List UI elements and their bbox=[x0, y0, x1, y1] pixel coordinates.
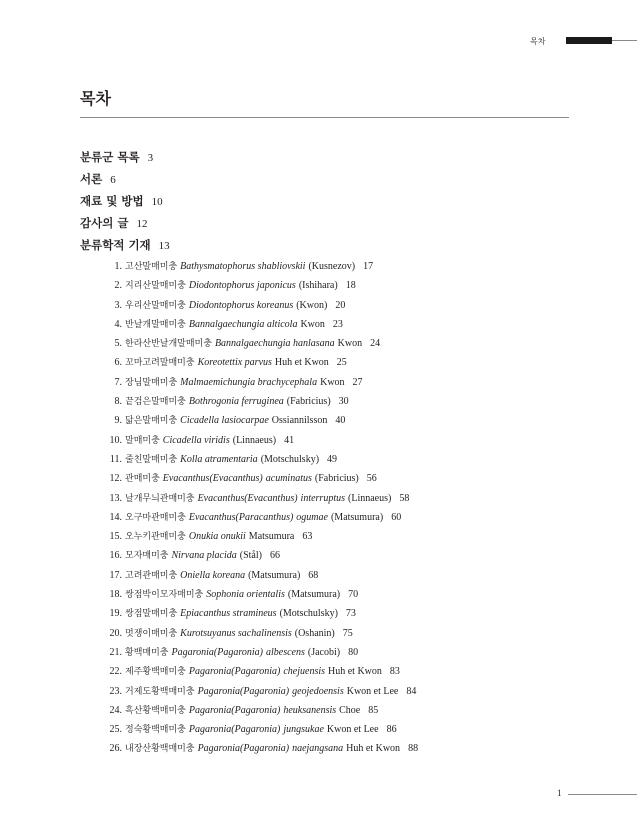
toc-entry-row bbox=[80, 585, 600, 604]
entry-korean-name: 지리산말매미충 bbox=[125, 281, 186, 292]
entry-page: 73 bbox=[345, 608, 356, 620]
entry-scientific-name: Pagaronia bbox=[171, 646, 214, 658]
entry-page: 75 bbox=[342, 627, 353, 639]
entry-scientific-name: Pagaronia bbox=[188, 704, 232, 716]
section-title: 감사의 글 bbox=[80, 216, 129, 230]
toc-entry-row bbox=[80, 643, 600, 662]
entry-author: (Matsumura) bbox=[330, 511, 384, 523]
entry-korean-name: 정숙황백매미충 bbox=[125, 725, 186, 736]
toc-entry-row bbox=[80, 682, 600, 701]
toc-entry-row bbox=[80, 450, 600, 469]
entry-author: (Matsumura) bbox=[248, 569, 301, 581]
entry-page: 18 bbox=[345, 280, 356, 292]
running-head: 목차 bbox=[530, 37, 546, 46]
entry-number: 22. bbox=[109, 666, 122, 678]
entry-number: 10. bbox=[109, 434, 122, 446]
entry-korean-name: 멋쟁이매미충 bbox=[125, 628, 178, 639]
toc-entry-row bbox=[80, 469, 600, 488]
entry-page: 66 bbox=[269, 550, 280, 562]
entry-korean-name: 고산말매미충 bbox=[125, 262, 178, 272]
toc-entry-row bbox=[80, 296, 600, 315]
entry-korean-name: 오누키관매미충 bbox=[125, 532, 186, 543]
entry-subgenus: (Evacanthus) bbox=[209, 473, 263, 485]
entry-page: 85 bbox=[368, 704, 379, 716]
entry-author: Kwon et Lee bbox=[326, 724, 379, 736]
entry-scientific-name: Bathysmatophorus shabliovskii bbox=[180, 261, 306, 272]
entry-species-epithet: interruptus bbox=[300, 492, 345, 504]
entry-page: 24 bbox=[370, 338, 381, 350]
entry-page: 88 bbox=[408, 743, 419, 755]
toc-entry-row bbox=[80, 411, 600, 430]
entry-korean-name: 쌍점말매미충 bbox=[125, 609, 178, 620]
entry-author: Choe bbox=[339, 704, 361, 716]
entry-number: 24. bbox=[109, 704, 122, 716]
toc-entry-row bbox=[80, 334, 600, 353]
entry-scientific-name: Pagaronia bbox=[188, 666, 232, 678]
entry-page: 25 bbox=[336, 357, 347, 369]
entry-scientific-name: Sophonia orientalis bbox=[206, 589, 285, 601]
entry-page: 84 bbox=[406, 685, 417, 697]
entry-scientific-name: Onukia onukii bbox=[188, 531, 246, 543]
toc-entry-row bbox=[80, 315, 600, 334]
entry-author: Ossiannilsson bbox=[271, 415, 328, 427]
entry-author: (Kwon) bbox=[296, 299, 328, 311]
entry-number: 11. bbox=[109, 453, 122, 465]
entry-author: Kwon et Lee bbox=[346, 685, 399, 697]
toc-entries bbox=[80, 257, 600, 759]
entry-number: 15. bbox=[109, 531, 122, 543]
entry-page: 49 bbox=[327, 453, 338, 465]
entry-number: 14. bbox=[109, 511, 122, 523]
entry-subgenus: (Evacanthus) bbox=[244, 492, 298, 504]
entry-number: 6. bbox=[114, 357, 122, 369]
entry-korean-name: 거제도황백매미충 bbox=[125, 686, 195, 697]
entry-page: 86 bbox=[386, 724, 397, 736]
toc-entry-row bbox=[80, 353, 600, 372]
entry-scientific-name: Nirvana placida bbox=[171, 550, 237, 562]
entry-korean-name: 말매미충 bbox=[125, 435, 160, 446]
page-title: 목차 bbox=[80, 89, 111, 108]
entry-number: 23. bbox=[109, 685, 122, 697]
toc-entry-row bbox=[80, 566, 600, 585]
section-title: 서론 bbox=[80, 172, 103, 186]
table-of-contents bbox=[80, 147, 600, 759]
toc-entry-row bbox=[80, 392, 600, 411]
entry-korean-name: 관매미충 bbox=[125, 474, 160, 485]
entry-number: 7. bbox=[114, 376, 122, 388]
entry-author: Kwon bbox=[337, 338, 363, 350]
entry-page: 58 bbox=[399, 492, 410, 504]
entry-number: 1. bbox=[114, 261, 122, 272]
entry-korean-name: 흑산황백매미충 bbox=[125, 705, 186, 716]
section-page: 6 bbox=[110, 174, 116, 186]
entry-korean-name: 한라산반날개말매미충 bbox=[125, 339, 212, 350]
section-title: 분류학적 기재 bbox=[80, 238, 151, 252]
entry-page: 70 bbox=[348, 589, 359, 601]
entry-scientific-name: Diodontophorus japonicus bbox=[188, 280, 296, 292]
toc-entry-row bbox=[80, 662, 600, 681]
entry-scientific-name: Pagaronia bbox=[197, 685, 240, 697]
entry-number: 18. bbox=[109, 589, 122, 601]
toc-section-row bbox=[80, 147, 600, 169]
entry-korean-name: 닯은말매미충 bbox=[125, 416, 178, 427]
entry-korean-name: 고려관매미충 bbox=[125, 570, 178, 581]
section-page: 10 bbox=[151, 196, 163, 208]
entry-number: 13. bbox=[109, 492, 122, 504]
entry-species-epithet: naejangsana bbox=[292, 743, 344, 755]
toc-entry-row bbox=[80, 257, 600, 276]
entry-scientific-name: Malmaemichungia brachycephala bbox=[180, 376, 318, 388]
entry-scientific-name: Pagaronia bbox=[197, 743, 240, 755]
entry-korean-name: 줄친말매미충 bbox=[125, 454, 178, 465]
section-page: 3 bbox=[147, 152, 154, 164]
folio-rule bbox=[568, 794, 637, 795]
entry-subgenus: (Pagaronia) bbox=[213, 646, 263, 658]
entry-page: 63 bbox=[302, 531, 313, 543]
entry-page: 40 bbox=[335, 415, 346, 427]
entry-author: (Jacobi) bbox=[307, 646, 341, 658]
entry-species-epithet: jungsukae bbox=[283, 724, 324, 736]
toc-entry-row bbox=[80, 604, 600, 623]
entry-scientific-name: Evacanthus bbox=[162, 473, 210, 485]
entry-scientific-name: Cicadella viridis bbox=[162, 434, 230, 446]
entry-number: 9. bbox=[114, 415, 122, 427]
toc-section-row bbox=[80, 169, 600, 191]
entry-korean-name: 오구마관매미충 bbox=[125, 512, 186, 523]
entry-number: 12. bbox=[109, 473, 122, 485]
entry-author: (Kusnezov) bbox=[308, 261, 356, 272]
entry-scientific-name: Kurotsuyanus sachalinensis bbox=[180, 627, 292, 639]
entry-korean-name: 장님말매미충 bbox=[125, 377, 178, 388]
entry-page: 30 bbox=[338, 396, 349, 408]
entry-number: 20. bbox=[109, 627, 122, 639]
entry-species-epithet: ogumae bbox=[296, 511, 328, 523]
entry-subgenus: (Pagaronia) bbox=[231, 704, 281, 716]
entry-scientific-name: Evacanthus bbox=[197, 492, 245, 504]
entry-korean-name: 우리산말매미충 bbox=[125, 300, 186, 311]
entry-species-epithet: geojedoensis bbox=[292, 685, 344, 697]
entry-author: Huh et Kwon bbox=[274, 357, 329, 369]
entry-korean-name: 쌍점박이모자매미충 bbox=[125, 590, 204, 601]
entry-number: 4. bbox=[114, 318, 122, 330]
page-number: 1 bbox=[557, 788, 562, 798]
entry-species-epithet: heuksanensis bbox=[283, 704, 337, 716]
toc-entry-row bbox=[80, 720, 600, 739]
toc-entry-row bbox=[80, 624, 600, 643]
entry-number: 26. bbox=[109, 743, 122, 755]
entry-scientific-name: Bannalgaechungia hanlasana bbox=[214, 338, 335, 350]
entry-korean-name: 꼬마고려말매미충 bbox=[125, 358, 195, 369]
title-rule bbox=[80, 117, 569, 118]
section-page: 12 bbox=[136, 218, 148, 230]
entry-subgenus: (Pagaronia) bbox=[231, 724, 281, 736]
entry-author: Matsumura bbox=[248, 531, 295, 543]
entry-subgenus: (Paracanthus) bbox=[235, 511, 294, 523]
entry-subgenus: (Pagaronia) bbox=[239, 743, 290, 755]
entry-author: (Fabricius) bbox=[286, 396, 331, 408]
entry-author: Kwon bbox=[320, 376, 345, 388]
entry-page: 20 bbox=[335, 299, 346, 311]
entry-author: (Matsumura) bbox=[287, 589, 341, 601]
entry-page: 41 bbox=[284, 434, 295, 446]
entry-author: Huh et Kwon bbox=[328, 666, 382, 678]
entry-number: 5. bbox=[114, 338, 122, 350]
entry-korean-name: 끝검은말매미충 bbox=[125, 397, 186, 408]
entry-korean-name: 날개무늬관매미충 bbox=[125, 493, 195, 504]
entry-author: (Stål) bbox=[239, 550, 262, 562]
entry-author: (Ishihara) bbox=[298, 280, 338, 292]
entry-page: 68 bbox=[308, 569, 319, 581]
entry-author: (Motschulsky) bbox=[279, 608, 338, 620]
toc-section-row bbox=[80, 191, 600, 213]
entry-number: 2. bbox=[114, 280, 122, 292]
entry-korean-name: 모자매미충 bbox=[125, 551, 169, 562]
entry-page: 83 bbox=[389, 666, 400, 678]
entry-number: 8. bbox=[114, 396, 122, 408]
entry-species-epithet: acuminatus bbox=[265, 473, 312, 485]
entry-scientific-name: Oniella koreana bbox=[180, 569, 246, 581]
entry-author: (Fabricius) bbox=[314, 473, 359, 485]
entry-author: (Linnaeus) bbox=[232, 434, 277, 446]
entry-number: 19. bbox=[109, 608, 122, 620]
toc-entry-row bbox=[80, 739, 600, 758]
entry-species-epithet: albescens bbox=[265, 646, 305, 658]
entry-korean-name: 황백매미충 bbox=[125, 647, 169, 658]
entry-author: Huh et Kwon bbox=[346, 743, 401, 755]
toc-entry-row bbox=[80, 276, 600, 295]
entry-author: (Linnaeus) bbox=[348, 492, 392, 504]
entry-scientific-name: Kolla atramentaria bbox=[180, 453, 258, 465]
entry-number: 3. bbox=[114, 299, 122, 311]
section-page: 13 bbox=[158, 240, 170, 252]
toc-entry-row bbox=[80, 701, 600, 720]
entry-page: 27 bbox=[352, 376, 363, 388]
entry-scientific-name: Evacanthus bbox=[188, 511, 236, 523]
entry-korean-name: 내장산황백매미충 bbox=[125, 744, 195, 755]
section-title: 재료 및 방법 bbox=[80, 194, 144, 208]
toc-section-row bbox=[80, 213, 600, 235]
entry-scientific-name: Bothrogonia ferruginea bbox=[188, 396, 284, 408]
section-title: 분류군 목록 bbox=[80, 150, 140, 164]
entry-number: 16. bbox=[109, 550, 122, 562]
toc-entry-row bbox=[80, 373, 600, 392]
toc-entry-row bbox=[80, 508, 600, 527]
entry-species-epithet: chejuensis bbox=[283, 666, 326, 678]
entry-scientific-name: Pagaronia bbox=[188, 724, 232, 736]
toc-entry-row bbox=[80, 489, 600, 508]
entry-author: (Oshanin) bbox=[294, 627, 335, 639]
toc-entry-row bbox=[80, 546, 600, 565]
toc-section-row bbox=[80, 235, 600, 257]
entry-author: Kwon bbox=[300, 318, 325, 330]
entry-number: 17. bbox=[109, 569, 122, 581]
entry-page: 56 bbox=[366, 473, 377, 485]
entry-page: 17 bbox=[363, 261, 374, 272]
running-head-line bbox=[612, 40, 637, 41]
entry-scientific-name: Diodontophorus koreanus bbox=[188, 299, 294, 311]
toc-entry-row bbox=[80, 527, 600, 546]
toc-sections bbox=[80, 147, 600, 257]
entry-subgenus: (Pagaronia) bbox=[231, 666, 281, 678]
entry-author: (Motschulsky) bbox=[260, 453, 320, 465]
entry-korean-name: 반날개말매미충 bbox=[125, 319, 186, 330]
entry-scientific-name: Koreotettix parvus bbox=[197, 357, 272, 369]
toc-entry-row bbox=[80, 431, 600, 450]
entry-scientific-name: Bannalgaechungia alticola bbox=[188, 318, 298, 330]
entry-scientific-name: Cicadella lasiocarpae bbox=[180, 415, 269, 427]
entry-page: 23 bbox=[332, 318, 343, 330]
running-head-bar bbox=[566, 37, 612, 44]
entry-page: 60 bbox=[391, 511, 402, 523]
entry-subgenus: (Pagaronia) bbox=[239, 685, 290, 697]
entry-scientific-name: Epiacanthus stramineus bbox=[180, 608, 277, 620]
entry-page: 80 bbox=[348, 646, 359, 658]
entry-number: 21. bbox=[109, 646, 122, 658]
entry-korean-name: 제주황백매미충 bbox=[125, 667, 186, 678]
entry-number: 25. bbox=[109, 724, 122, 736]
